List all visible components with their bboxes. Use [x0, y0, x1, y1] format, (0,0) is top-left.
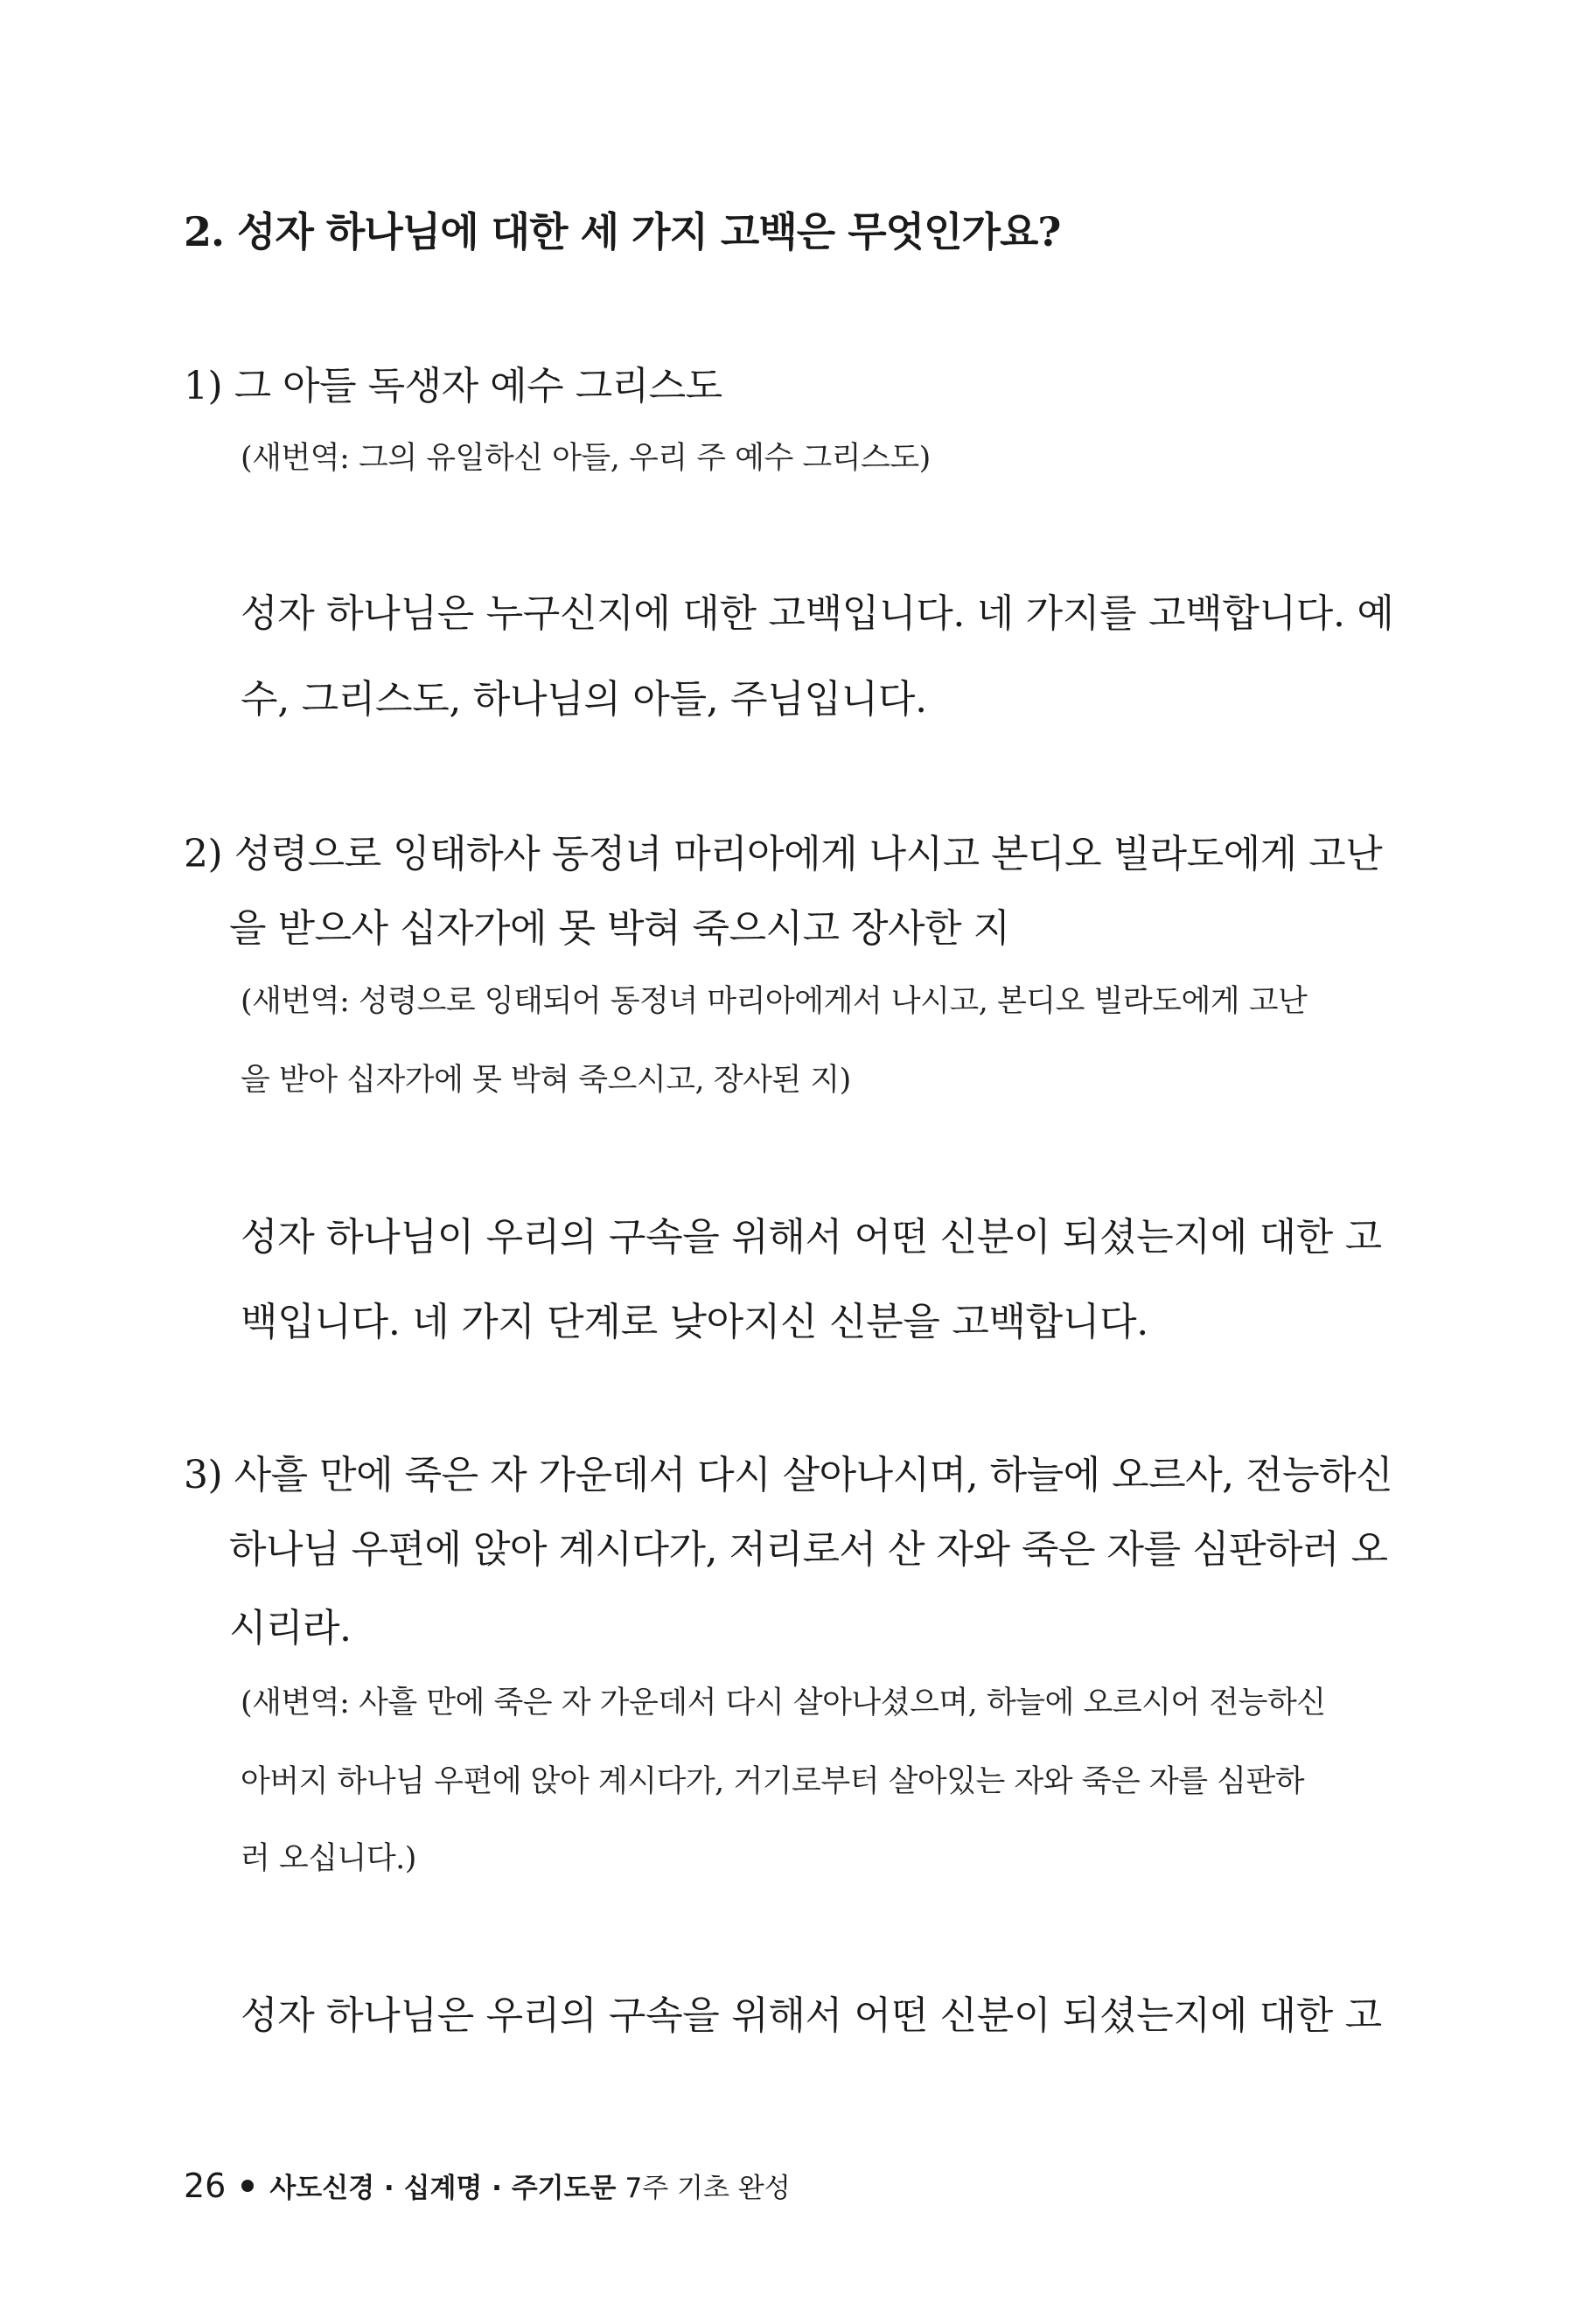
item-1-body-line-2: 수, 그리스도, 하나님의 아들, 주님입니다.: [241, 677, 927, 722]
item-2-body-line-1: 성자 하나님이 우리의 구속을 위해서 어떤 신분이 되셨는지에 대한 고: [241, 1215, 1382, 1260]
item-3-body-line-1: 성자 하나님은 우리의 구속을 위해서 어떤 신분이 되셨는지에 대한 고: [241, 1993, 1382, 2038]
book-subtitle: 7주 기초 완성: [625, 2173, 791, 2204]
item-3-note-line-3: 러 오십니다.): [241, 1841, 416, 1876]
item-2-body-line-2: 백입니다. 네 가지 단계로 낮아지신 신분을 고백합니다.: [241, 1300, 1148, 1344]
item-2-line-1: 2) 성령으로 잉태하사 동정녀 마리아에게 나시고 본디오 빌라도에게 고난: [184, 832, 1383, 876]
page-number: 26: [184, 2166, 227, 2205]
bullet-dot-icon: [241, 2180, 254, 2192]
item-2-note-line-1: (새번역: 성령으로 잉태되어 동정녀 마리아에게서 나시고, 본디오 빌라도에게 고난: [241, 984, 1308, 1019]
item-1-line-1: 1) 그 아들 독생자 예수 그리스도: [184, 364, 722, 408]
item-3-note-line-1: (새변역: 사흘 만에 죽은 자 가운데서 다시 살아나셨으며, 하늘에 오르시어 전능하신: [241, 1685, 1326, 1720]
question-heading: 2. 성자 하나님에 대한 세 가지 고백은 무엇인가요?: [184, 208, 1061, 255]
item-3-note-line-2: 아버지 하나님 우편에 앉아 계시다가, 거기로부터 살아있는 자와 죽은 자를 심판하: [241, 1764, 1305, 1799]
item-3-line-3: 시리라.: [229, 1606, 352, 1651]
item-1-note-line-1: (새번역: 그의 유일하신 아들, 우리 주 예수 그리스도): [241, 441, 931, 476]
book-title: 사도신경 · 십계명 · 주기도문: [269, 2173, 617, 2204]
item-2-line-2: 을 받으사 십자가에 못 박혀 죽으시고 장사한 지: [229, 906, 1010, 951]
item-1-body-line-1: 성자 하나님은 누구신지에 대한 고백입니다. 네 가지를 고백합니다. 예: [241, 591, 1394, 636]
page-footer: [184, 2166, 791, 2205]
item-3-line-2: 하나님 우편에 앉아 계시다가, 저리로서 산 자와 죽은 자를 심판하러 오: [229, 1527, 1388, 1572]
item-2-note-line-2: 을 받아 십자가에 못 박혀 죽으시고, 장사된 지): [241, 1063, 851, 1098]
item-3-line-1: 3) 사흘 만에 죽은 자 가운데서 다시 살아나시며, 하늘에 오르사, 전능하신: [184, 1453, 1393, 1497]
